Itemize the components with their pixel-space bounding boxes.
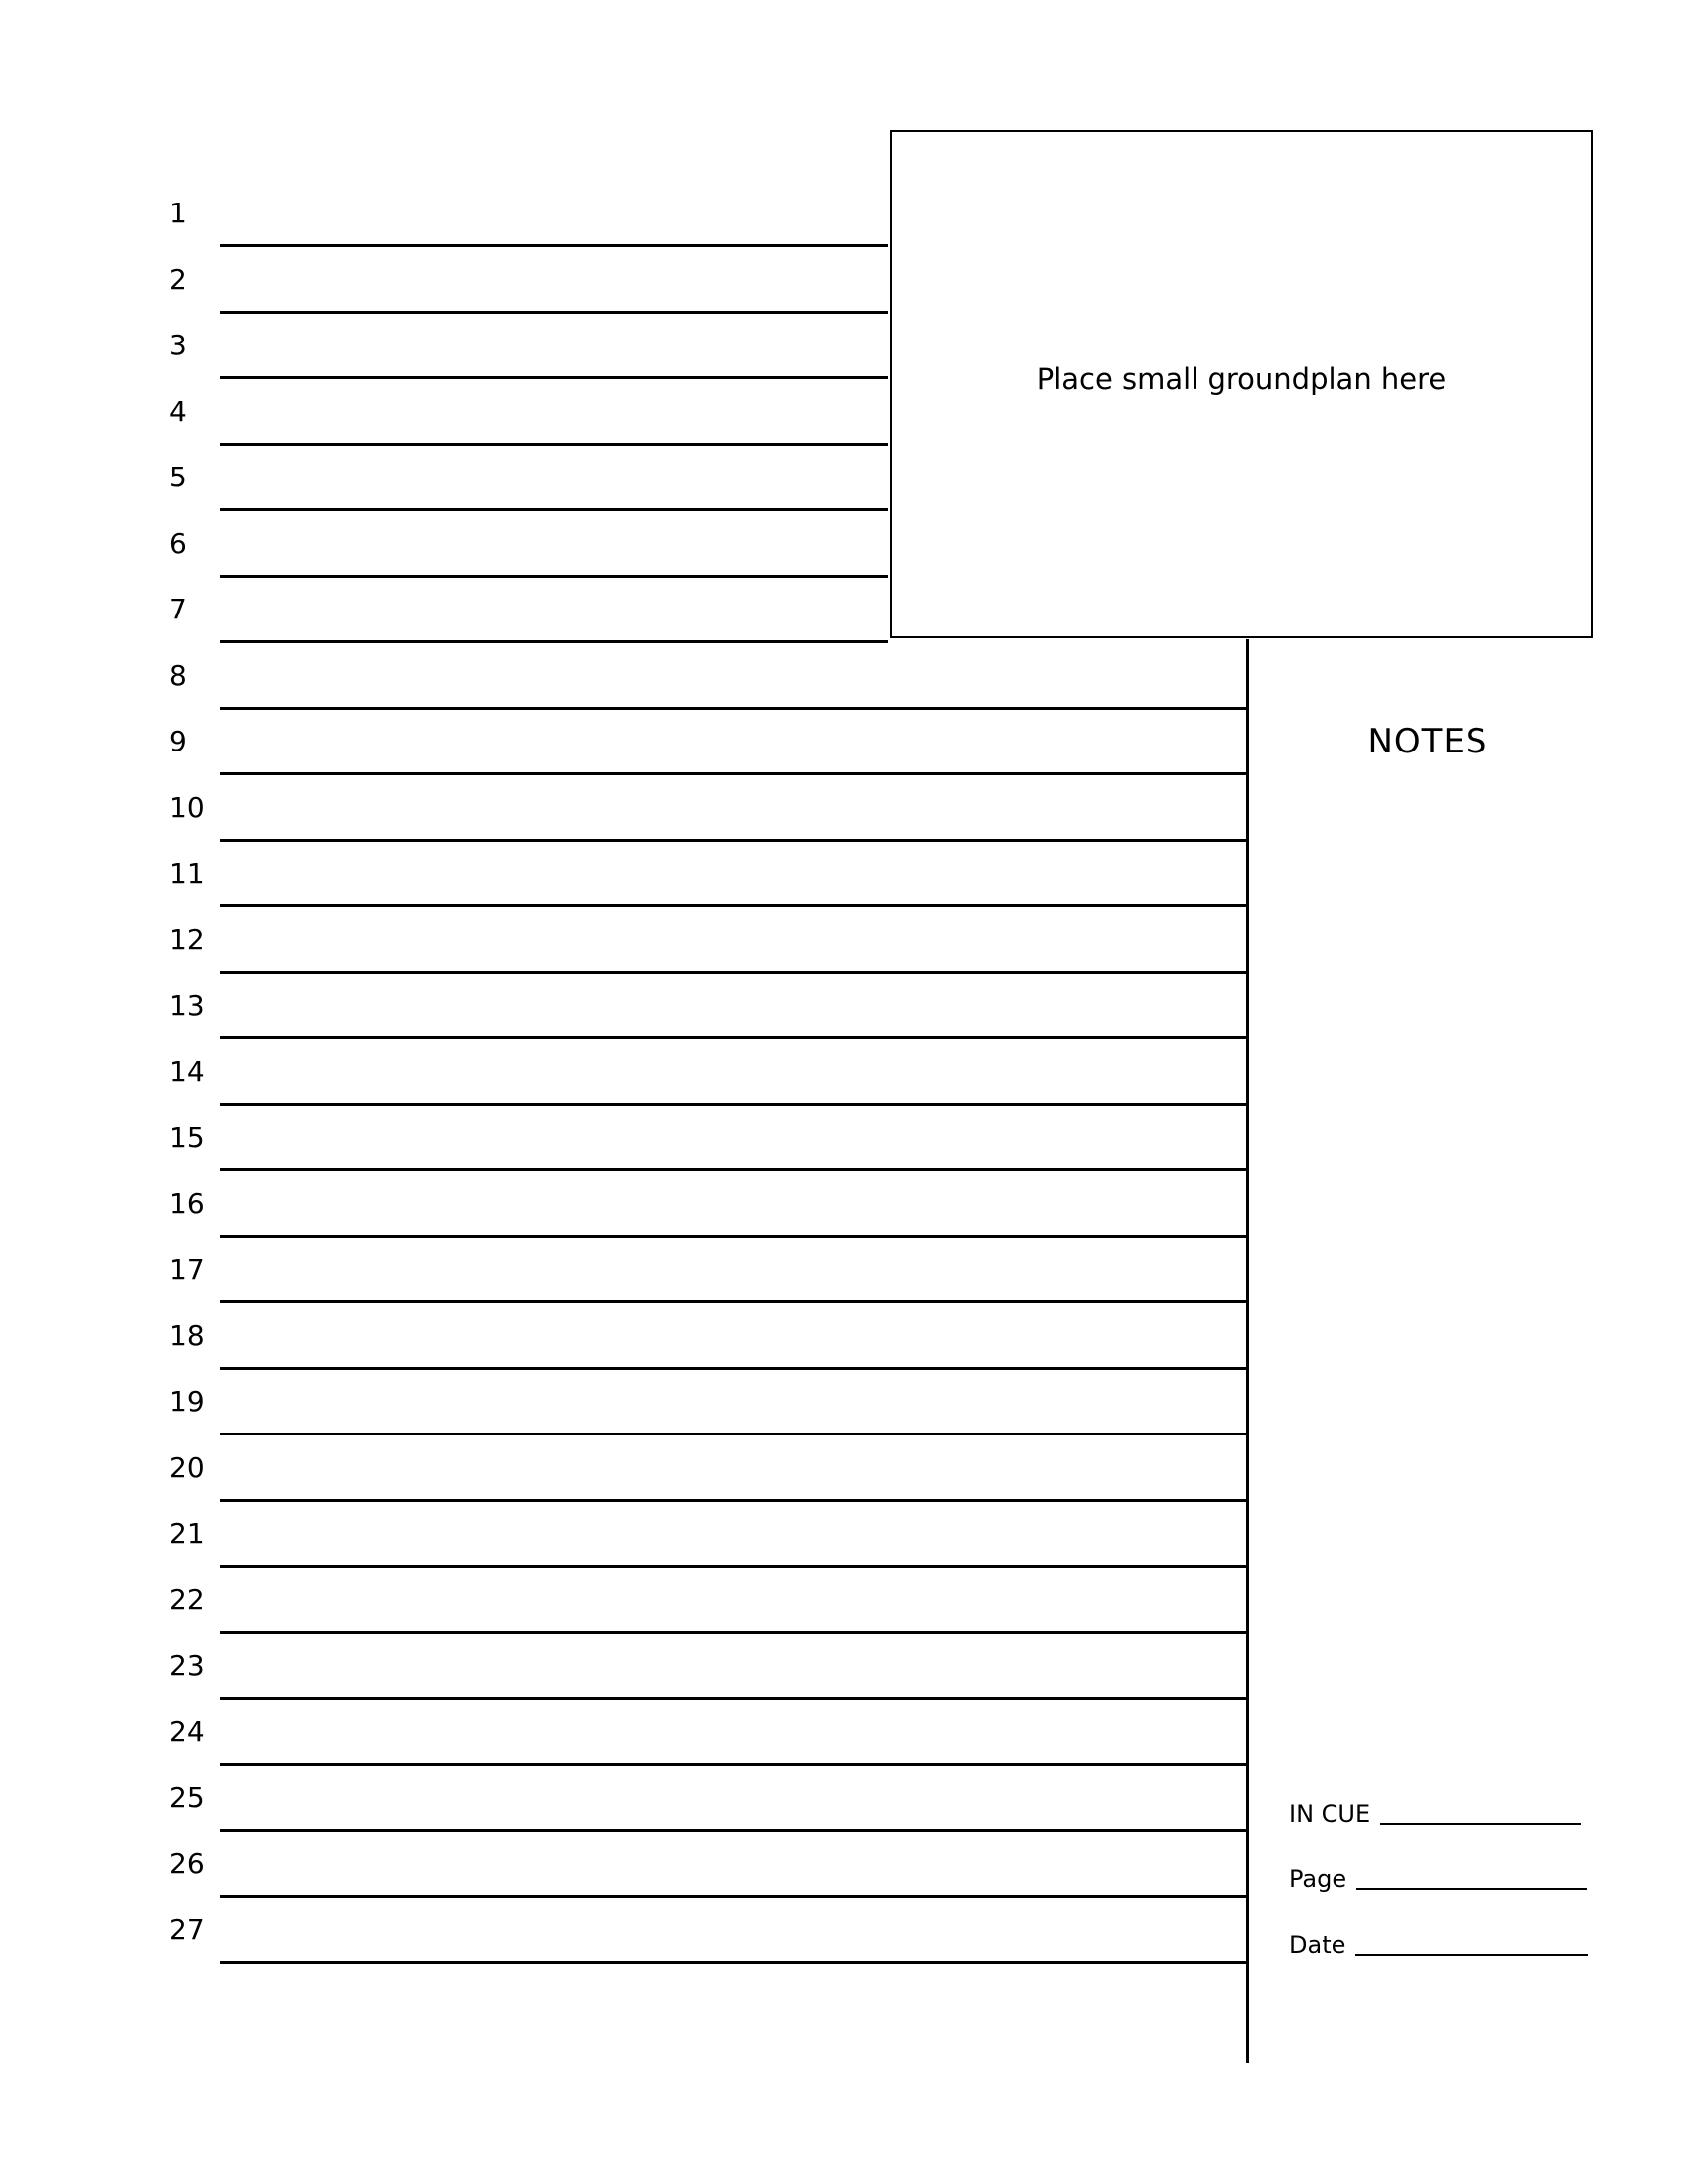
line-number: 19 — [169, 1385, 205, 1418]
groundplan-box — [890, 130, 1593, 638]
writing-line[interactable] — [220, 1631, 1246, 1634]
writing-line[interactable] — [220, 311, 888, 314]
in-cue-blank[interactable] — [1380, 1823, 1581, 1825]
line-number: 5 — [169, 461, 187, 493]
writing-line[interactable] — [220, 1235, 1246, 1238]
line-number: 15 — [169, 1121, 205, 1154]
writing-line[interactable] — [220, 244, 888, 247]
writing-line[interactable] — [220, 1961, 1246, 1964]
writing-line[interactable] — [220, 508, 888, 511]
line-number: 25 — [169, 1781, 205, 1814]
in-cue-field — [1289, 1795, 1581, 1829]
line-number: 18 — [169, 1318, 205, 1352]
writing-line[interactable] — [220, 971, 1246, 974]
writing-line[interactable] — [220, 1895, 1246, 1898]
writing-line[interactable] — [220, 1168, 1246, 1171]
page-field — [1289, 1860, 1587, 1894]
line-number: 13 — [169, 989, 205, 1022]
notes-divider — [1246, 639, 1249, 2063]
line-number: 22 — [169, 1582, 205, 1616]
writing-line[interactable] — [220, 1697, 1246, 1700]
line-number: 26 — [169, 1846, 205, 1880]
writing-line[interactable] — [220, 1036, 1246, 1039]
line-number: 27 — [169, 1913, 205, 1946]
notes-heading: NOTES — [1367, 722, 1488, 761]
line-number: 24 — [169, 1714, 205, 1748]
writing-line[interactable] — [220, 575, 888, 578]
line-number: 4 — [169, 394, 187, 428]
line-number: 6 — [169, 526, 187, 560]
line-number: 12 — [169, 922, 205, 956]
line-number: 21 — [169, 1517, 205, 1550]
writing-line[interactable] — [220, 1763, 1246, 1766]
date-label: Date — [1289, 1931, 1346, 1959]
line-number: 9 — [169, 725, 187, 757]
page-label: Page — [1289, 1865, 1347, 1893]
line-number: 1 — [169, 197, 187, 229]
line-number: 17 — [169, 1253, 205, 1286]
page-blank[interactable] — [1356, 1888, 1587, 1890]
groundplan-placeholder: Place small groundplan here — [1036, 362, 1447, 396]
line-number: 7 — [169, 593, 187, 625]
line-number: 16 — [169, 1186, 205, 1220]
writing-line[interactable] — [220, 640, 888, 643]
writing-line[interactable] — [220, 376, 888, 379]
writing-line[interactable] — [220, 1499, 1246, 1502]
line-number: 2 — [169, 262, 187, 296]
line-number: 3 — [169, 329, 187, 361]
line-number: 23 — [169, 1649, 205, 1682]
writing-line[interactable] — [220, 1565, 1246, 1568]
writing-line[interactable] — [220, 904, 1246, 907]
line-number: 14 — [169, 1054, 205, 1088]
writing-line[interactable] — [220, 1829, 1246, 1832]
line-number: 10 — [169, 790, 205, 824]
writing-line[interactable] — [220, 1367, 1246, 1370]
writing-line[interactable] — [220, 772, 1246, 775]
writing-line[interactable] — [220, 1103, 1246, 1106]
writing-line[interactable] — [220, 839, 1246, 842]
writing-line[interactable] — [220, 707, 1246, 710]
line-number: 8 — [169, 658, 187, 692]
in-cue-label: IN CUE — [1289, 1800, 1371, 1828]
writing-line[interactable] — [220, 1300, 1246, 1303]
writing-line[interactable] — [220, 1433, 1246, 1435]
date-blank[interactable] — [1355, 1954, 1588, 1956]
writing-line[interactable] — [220, 443, 888, 446]
date-field — [1289, 1926, 1588, 1960]
line-number: 11 — [169, 857, 205, 889]
line-number: 20 — [169, 1450, 205, 1484]
